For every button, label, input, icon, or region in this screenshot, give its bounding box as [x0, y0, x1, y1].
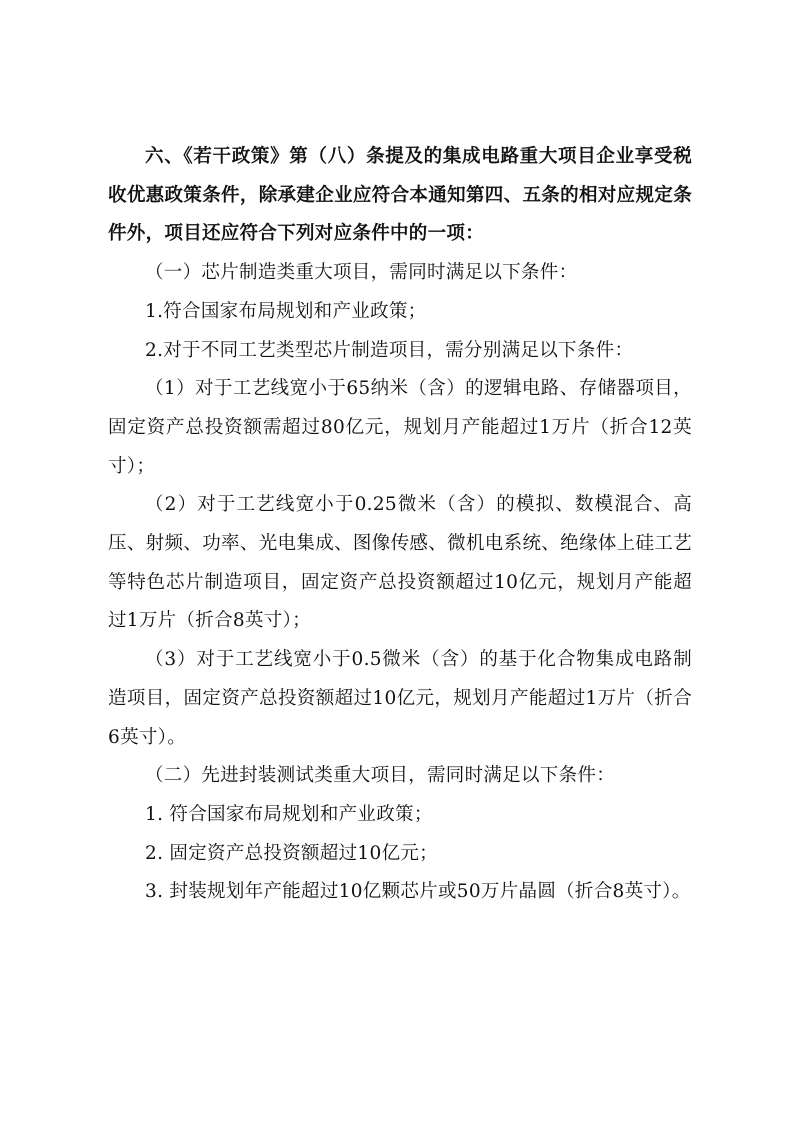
paragraph-article-six-heading: 六、《若干政策》第（八）条提及的集成电路重大项目企业享受税收优惠政策条件，除承建企业应符合本通知第四、五条的相对应规定条件外，项目还应符合下列对应条件中的一项： [108, 146, 692, 245]
paragraph-chip-condition-1: 1.符合国家布局规划和产业政策； [145, 300, 427, 322]
paragraph-packaging-condition-3: 3. 封装规划年产能超过10亿颗芯片或50万片晶圆（折合8英寸）。 [145, 881, 691, 903]
paragraph-chip-condition-2: 2.对于不同工艺类型芯片制造项目，需分别满足以下条件： [145, 339, 634, 361]
paragraph-packaging-heading: （二）先进封装测试类重大项目，需同时满足以下条件： [145, 765, 616, 787]
paragraph-chip-condition-2-1: （1）对于工艺线宽小于65纳米（含）的逻辑电路、存储器项目，固定资产总投资额需超过80亿元，规划月产能超过1万片（折合12英寸）； [108, 378, 692, 477]
paragraph-chip-condition-2-2: （2）对于工艺线宽小于0.25微米（含）的模拟、数模混合、高压、射频、功率、光电集成、图像传感、微机电系统、绝缘体上硅工艺等特色芯片制造项目，固定资产总投资额超过10亿元，规划月产能超过1万片（折合8英寸）； [108, 494, 692, 632]
paragraph-chip-manufacturing-heading: （一）芯片制造类重大项目，需同时满足以下条件： [145, 262, 578, 284]
paragraph-packaging-condition-1: 1. 符合国家布局规划和产业政策； [145, 803, 433, 825]
document-page [108, 138, 692, 912]
paragraph-chip-condition-2-3: （3）对于工艺线宽小于0.5微米（含）的基于化合物集成电路制造项目，固定资产总投资额超过10亿元，规划月产能超过1万片（折合6英寸）。 [108, 649, 692, 748]
paragraph-packaging-condition-2: 2. 固定资产总投资额超过10亿元； [145, 842, 438, 864]
